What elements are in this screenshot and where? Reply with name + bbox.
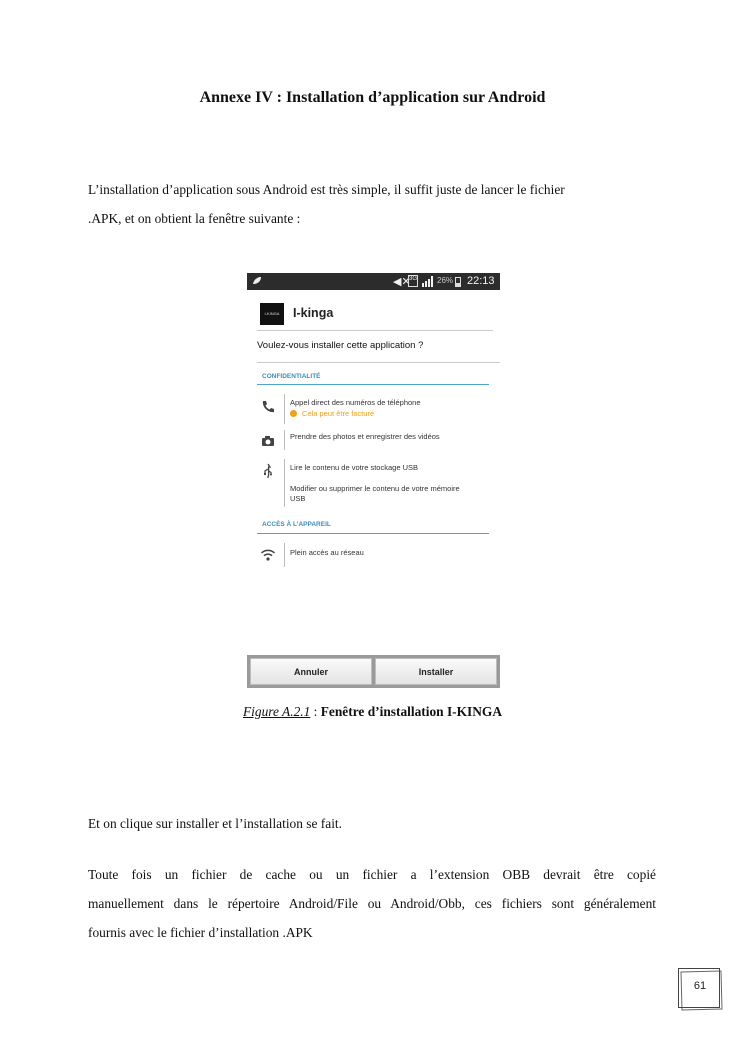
leaf-icon xyxy=(252,276,262,286)
status-bar xyxy=(247,273,500,290)
sim-icon: 3G xyxy=(408,275,418,287)
page-number: 61 xyxy=(693,980,707,992)
separator xyxy=(284,543,285,567)
warning-text: Cela peut être facturé xyxy=(302,409,375,418)
perm-usb-modify-line-2: USB xyxy=(290,494,306,503)
action-bar xyxy=(247,655,500,688)
app-icon: I-KINGA xyxy=(260,303,284,325)
perm-usb-modify xyxy=(290,484,460,504)
phone-icon xyxy=(260,399,276,415)
section-underline xyxy=(257,384,489,385)
intro-line-1: L’installation d’application sous Android est très simple, il suffit juste de lancer le fichier xyxy=(88,182,565,197)
figure-label: Figure A.2.1 xyxy=(242,704,311,719)
divider xyxy=(257,362,500,363)
install-button[interactable]: Installer xyxy=(375,658,497,685)
separator xyxy=(284,459,285,507)
perm-usb-read: Lire le contenu de votre stockage USB xyxy=(290,463,418,472)
page-number-box xyxy=(678,968,722,1010)
perm-network: Plein accès au réseau xyxy=(290,548,364,557)
figure-title: Fenêtre d’installation I-KINGA xyxy=(320,704,502,719)
signal-icon xyxy=(422,276,435,287)
separator xyxy=(284,394,285,424)
cancel-button[interactable]: Annuler xyxy=(250,658,372,685)
coin-icon xyxy=(290,410,297,417)
divider xyxy=(257,330,493,331)
perm-usb-modify-line-1: Modifier ou supprimer le contenu de votre mémoire xyxy=(290,484,460,493)
mute-icon: ◀✕ xyxy=(393,276,411,288)
obb-line-3: fournis avec le fichier d’installation .APK xyxy=(88,925,313,940)
battery-icon xyxy=(455,277,461,287)
battery-percent: 26% xyxy=(437,276,454,285)
install-paragraph: Et on clique sur installer et l’installation se fait. xyxy=(88,816,342,831)
app-name: I-kinga xyxy=(293,306,334,320)
figure-caption xyxy=(0,704,745,720)
caption-separator: : xyxy=(310,704,321,719)
install-question: Voulez-vous installer cette application ? xyxy=(257,340,424,351)
obb-line-1: Toute fois un fichier de cache ou un fichier a l’extension OBB devrait être copié xyxy=(88,867,656,882)
camera-icon xyxy=(260,433,276,449)
obb-paragraph xyxy=(88,860,656,947)
perm-call-warning xyxy=(290,409,374,418)
section-device: ACCÈS À L’APPAREIL xyxy=(262,521,331,528)
page-title: Annexe IV : Installation d’application sur Android xyxy=(199,89,546,106)
perm-camera: Prendre des photos et enregistrer des vidéos xyxy=(290,432,440,441)
wifi-icon xyxy=(260,547,276,563)
obb-line-2: manuellement dans le répertoire Android/File ou Android/Obb, ces fichiers sont généralement xyxy=(88,896,656,911)
android-install-screenshot xyxy=(247,273,500,688)
perm-call: Appel direct des numéros de téléphone xyxy=(290,398,421,407)
usb-icon xyxy=(260,463,276,479)
intro-paragraph xyxy=(88,175,656,233)
section-privacy: CONFIDENTIALITÉ xyxy=(262,373,321,380)
separator xyxy=(284,430,285,450)
section-underline xyxy=(257,533,489,534)
intro-line-2: .APK, et on obtient la fenêtre suivante : xyxy=(88,211,301,226)
clock: 22:13 xyxy=(467,275,495,287)
